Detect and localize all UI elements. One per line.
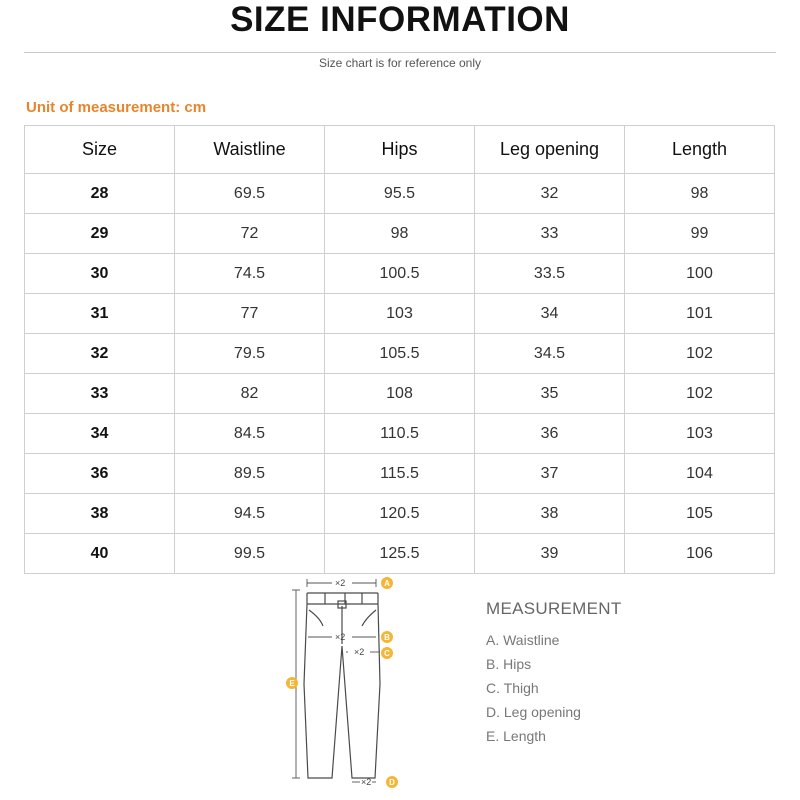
size-cell: 34: [25, 414, 175, 454]
column-header-leg-opening: Leg opening: [475, 126, 625, 174]
measurement-cell: 104: [625, 454, 775, 494]
measurement-cell: 98: [625, 174, 775, 214]
multiplier-labels: [335, 578, 371, 787]
measurement-legend: [486, 598, 622, 752]
size-cell: 32: [25, 334, 175, 374]
size-cell: 28: [25, 174, 175, 214]
measurement-cell: 99.5: [175, 534, 325, 574]
measurement-cell: 106: [625, 534, 775, 574]
measurement-cell: 100: [625, 254, 775, 294]
legend-item-hips: B. Hips: [486, 656, 532, 672]
multiplier-label-d: ×2: [361, 777, 372, 787]
measurement-cell: 35: [475, 374, 625, 414]
table-row: [25, 254, 775, 294]
multiplier-label-a: ×2: [335, 578, 346, 588]
size-table-body: [25, 174, 775, 574]
measurement-cell: 33: [475, 214, 625, 254]
table-row: [25, 294, 775, 334]
size-table: [24, 125, 775, 574]
measurement-cell: 89.5: [175, 454, 325, 494]
size-cell: 29: [25, 214, 175, 254]
measurement-cell: 102: [625, 374, 775, 414]
measurement-cell: 98: [325, 214, 475, 254]
marker-a-letter: A: [384, 579, 390, 588]
legend-item-waistline: A. Waistline: [486, 632, 560, 648]
measurement-cell: 72: [175, 214, 325, 254]
measurement-cell: 125.5: [325, 534, 475, 574]
size-cell: 33: [25, 374, 175, 414]
measurement-lines: [292, 579, 380, 782]
measurement-cell: 74.5: [175, 254, 325, 294]
measurement-cell: 108: [325, 374, 475, 414]
title-divider: [24, 52, 776, 53]
table-row: [25, 414, 775, 454]
size-cell: 38: [25, 494, 175, 534]
measurement-cell: 82: [175, 374, 325, 414]
measurement-cell: 100.5: [325, 254, 475, 294]
measurement-cell: 94.5: [175, 494, 325, 534]
size-cell: 36: [25, 454, 175, 494]
measurement-cell: 103: [325, 294, 475, 334]
measurement-cell: 101: [625, 294, 775, 334]
table-row: [25, 334, 775, 374]
page-title: SIZE INFORMATION: [230, 0, 570, 39]
table-row: [25, 214, 775, 254]
measurement-cell: 37: [475, 454, 625, 494]
measurement-cell: 34: [475, 294, 625, 334]
legend-item-length: E. Length: [486, 728, 546, 744]
pants-outline: [304, 593, 380, 778]
measurement-cell: 38: [475, 494, 625, 534]
size-cell: 30: [25, 254, 175, 294]
table-row: [25, 494, 775, 534]
marker-d-letter: D: [389, 778, 395, 787]
measurement-cell: 115.5: [325, 454, 475, 494]
measurement-cell: 120.5: [325, 494, 475, 534]
measurement-cell: 95.5: [325, 174, 475, 214]
size-cell: 40: [25, 534, 175, 574]
pants-measurement-diagram: [280, 574, 420, 796]
measurement-cell: 77: [175, 294, 325, 334]
size-cell: 31: [25, 294, 175, 334]
table-header-row: [25, 126, 775, 174]
measurement-cell: 102: [625, 334, 775, 374]
legend-heading: MEASUREMENT: [486, 599, 622, 618]
unit-label: Unit of measurement: cm: [26, 99, 207, 116]
table-row: [25, 454, 775, 494]
column-header-length: Length: [625, 126, 775, 174]
measurement-cell: 79.5: [175, 334, 325, 374]
marker-c-letter: C: [384, 649, 390, 658]
measurement-cell: 103: [625, 414, 775, 454]
measurement-cell: 69.5: [175, 174, 325, 214]
marker-e-letter: E: [289, 679, 295, 688]
table-row: [25, 534, 775, 574]
table-row: [25, 174, 775, 214]
measurement-cell: 110.5: [325, 414, 475, 454]
column-header-hips: Hips: [325, 126, 475, 174]
measurement-cell: 33.5: [475, 254, 625, 294]
marker-b-letter: B: [384, 633, 390, 642]
measurement-cell: 99: [625, 214, 775, 254]
reference-note: Size chart is for reference only: [318, 56, 482, 70]
measurement-cell: 105.5: [325, 334, 475, 374]
measurement-cell: 34.5: [475, 334, 625, 374]
column-header-waistline: Waistline: [175, 126, 325, 174]
measurement-cell: 84.5: [175, 414, 325, 454]
multiplier-label-b: ×2: [335, 632, 346, 642]
legend-item-thigh: C. Thigh: [486, 680, 539, 696]
measurement-cell: 32: [475, 174, 625, 214]
legend-item-leg-opening: D. Leg opening: [486, 704, 581, 720]
table-row: [25, 374, 775, 414]
multiplier-label-c: ×2: [354, 647, 365, 657]
measurement-cell: 39: [475, 534, 625, 574]
column-header-size: Size: [25, 126, 175, 174]
measurement-cell: 36: [475, 414, 625, 454]
measurement-cell: 105: [625, 494, 775, 534]
